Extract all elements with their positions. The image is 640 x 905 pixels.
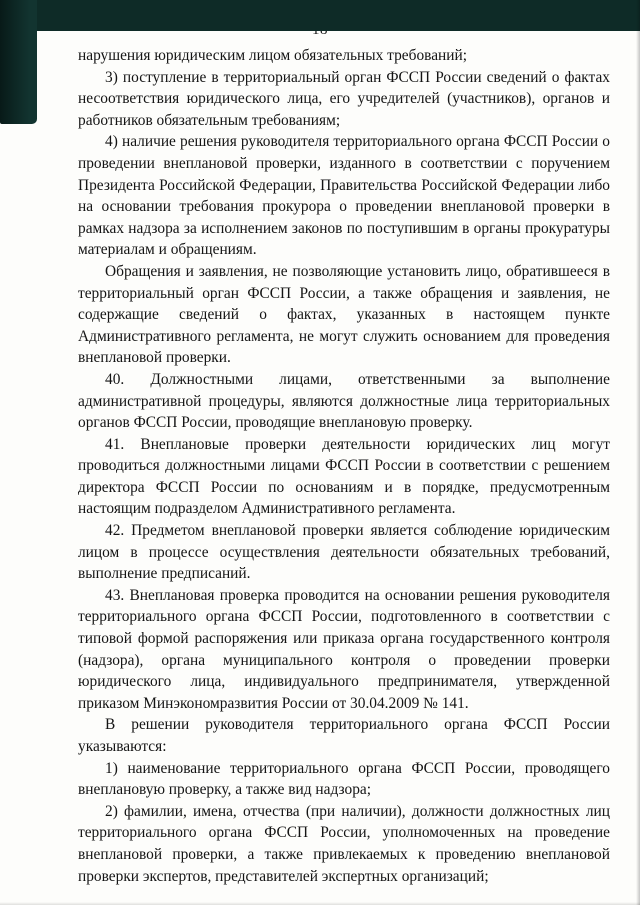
paragraph: Обращения и заявления, не позволяющие установить лицо, обратившееся в территориальный орган ФССП России, а также обращения и заявления, не содержащие сведений о фактах, указанных в настоящем пункте Административного регламента, не могут служить основанием для проведения внеплановой проверки.	[78, 262, 610, 367]
paragraph: 2) фамилии, имена, отчества (при наличии), должности должностных лиц территориального органа ФССП России, уполномоченных на проведение внеплановой проверки, а также привлекаемых к проведению внеплановой проверки экспертов, представителей экспертных организаций;	[78, 802, 610, 885]
scan-left-edge	[0, 0, 37, 124]
paragraph: 4) наличие решения руководителя территориального органа ФССП России о проведении внеплановой проверки, изданного в соответствии с поручением Президента Российской Федерации, Правительства Российской Федерации либо на основании требования прокурора о проведении внеплановой проверки в рамках надзора за исполнением законов по поступившим в органы прокуратуры материалам и обращениям.	[78, 133, 610, 259]
paragraph: нарушения юридическим лицом обязательных требований;	[78, 47, 468, 64]
scan-top-edge	[0, 0, 640, 31]
paragraph: 1) наименование территориального органа ФССП России, проводящего внеплановую проверку, а также вид надзора;	[78, 759, 610, 799]
paragraph: В решении руководителя территориального органа ФССП России указываются:	[78, 716, 610, 755]
paragraph: 3) поступление в территориальный орган ФССП России сведений о фактах несоответствия юридического лица, его учредителей (участников), органов и работников обязательным требованиям;	[78, 68, 610, 129]
paragraph: 40. Должностными лицами, ответственными за выполнение административной процедуры, являются должностные лица территориальных органов ФССП России, проводящие внеплановую проверку.	[78, 370, 610, 432]
paragraph: 41. Внеплановые проверки деятельности юридических лиц могут проводиться должностными лицами ФССП России в соответствии с решением директора ФССП России по основаниям и в порядке, предусмотренным настоящим подразделом Административного регламента.	[78, 435, 610, 518]
page-body	[0, 39, 640, 887]
paragraph: 43. Внеплановая проверка проводится на основании решения руководителя территориального органа ФССП России, подготовленного в соответствии с типовой формой распоряжения или приказа органа государственного контроля (надзора), органа муниципального контроля о проведении проверки юридического лица, индивидуального предпринимателя, утвержденной приказом Минэкономразвития России от 30.04.2009 № 141.	[78, 586, 610, 712]
scan-right-edge	[636, 0, 640, 905]
paragraph: 42. Предметом внеплановой проверки является соблюдение юридическим лицом в процессе осуществления деятельности обязательных требований, выполнение предписаний.	[78, 522, 610, 583]
